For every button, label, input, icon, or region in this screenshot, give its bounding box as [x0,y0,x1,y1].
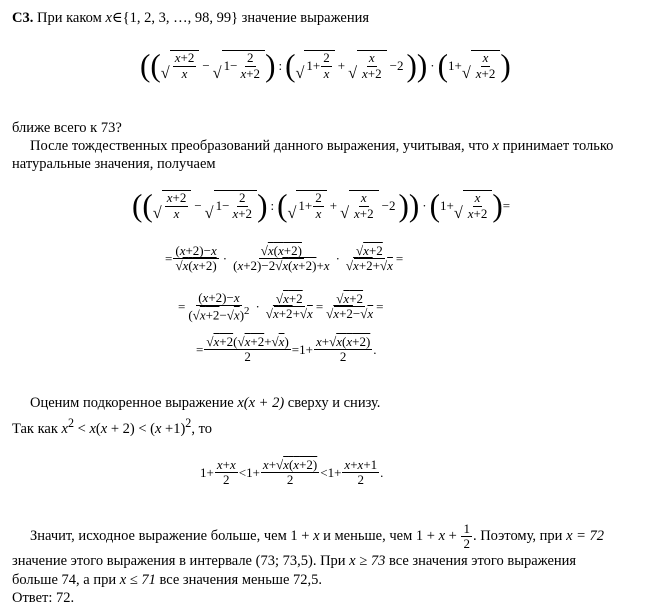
x72-value: x = 72 [566,528,605,545]
problem-label: С3. [12,10,34,26]
solution-p1b-text: принимает только [502,138,614,154]
xge73-value: x ≥ 73 [349,553,386,569]
solution-p1-var: x [492,138,499,154]
solution-p1-text: После тождественных преобразований данного выражения, учитывая, что [30,138,489,154]
estimate-tail: сверху и снизу. [287,395,381,411]
transform-line-3: = (x+2)−x $(√x+2-√x)^2$ · √x+2 √x+2+√x = √x+2 √x+2−√x = [178,290,384,323]
conclusion1-tail: . Поэтому, при [472,528,563,545]
transform-line-2: = (x+2)−x √x(x+2) · √x(x+2) (x+2)−2√x(x+2)+x · √x+2 √x+2+√x = [165,243,404,274]
problem-set: ∈{1, 2, 3, …, 98, 99} [111,10,239,26]
transform-line-4: = √x+2(√x+2+√x) 2 =1+ x+√x(x+2) 2 . [196,334,377,365]
estimate-expr: x(x + 2) [237,395,285,411]
conclusion3a-text: больше 74, а при [12,572,117,588]
estimate-text: Оценим подкоренное выражение [30,395,234,411]
problem-intro: При каком [36,10,102,26]
interval-value: (73; 73,5) [255,553,313,569]
solution-p2: натуральные значения, получаем [12,156,216,172]
conclusion2a-text: значение этого выражения в интервале [12,553,252,569]
conclusion3b-text: все значения меньше 72,5. [159,572,323,588]
problem-question: ближе всего к 73? [12,120,122,136]
conclusion-line-1: Значит, исходное выражение больше, чем 1 + x и меньше, чем 1 + x + $\frac{1}{2}$ . Поэтому, при x = 72 [30,521,605,552]
answer: Ответ: 72. [12,590,75,606]
conclusion1-text: Значит, исходное выражение больше, чем [30,528,287,545]
main-expression: (( √ x+2 x − √ 1− 2 x+2 ) : ( √ 1+ 2 x + √ x x+2 −2 )) · ( 1+ √ x x+2 ) [140,48,511,83]
inequality-line: 1+ x+x 2 <1+ x+√x(x+2) 2 <1+ x+x+1 2 . [200,457,384,488]
solution-p1 [12,138,613,155]
problem-tail: значение выражения [241,10,370,26]
problem-statement [12,10,369,27]
conclusion-line-3 [12,572,322,589]
estimate-line [12,395,380,412]
then-text: , то [191,420,212,437]
problem-var: x [105,10,112,26]
conclusion2b-text: . При [312,553,346,569]
conclusion1-and: и меньше, чем [323,528,413,545]
conclusion2c-text: все значения этого выражения [388,553,577,569]
since-text: Так как [12,420,58,437]
transform-line-1: (( √ x+2 x − √ 1− 2 x+2 ) : ( √ 1+ 2 x + √ x x+2 −2 )) · ( 1+ √ x x+2 ) = [132,188,511,223]
conclusion-line-2 [12,553,576,570]
xle71-value: x ≤ 71 [119,572,156,588]
since-line: Так как $x^2 < x(x + 2) < (x +1)^2$, то [12,416,212,437]
